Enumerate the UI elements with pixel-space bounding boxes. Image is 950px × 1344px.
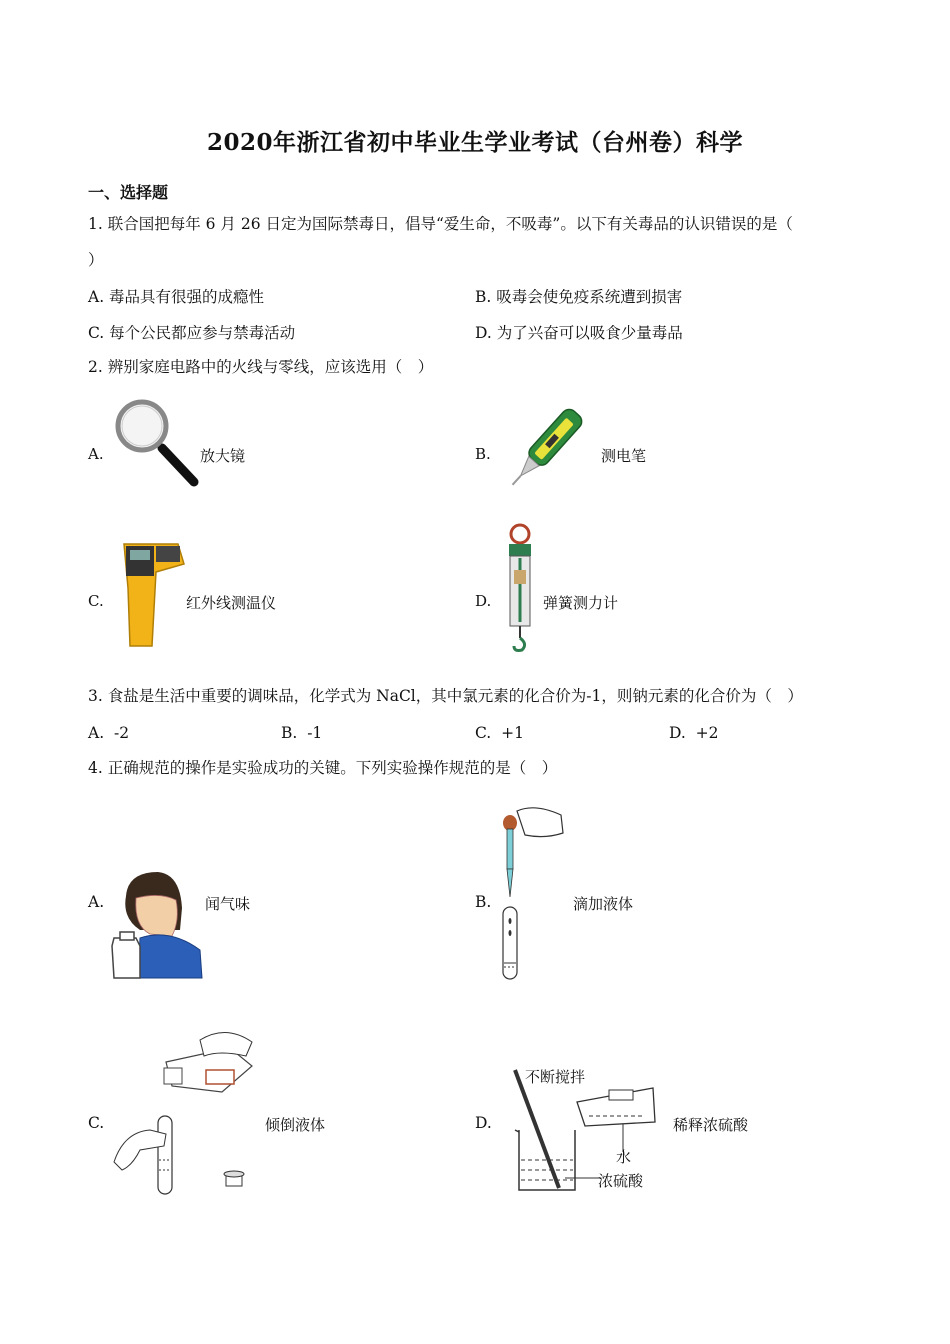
section-heading: 一、选择题	[88, 183, 169, 202]
q2-option-c-label: 红外线测温仪	[186, 594, 277, 612]
q4-option-c-label: 倾倒液体	[265, 1116, 326, 1134]
infrared-thermometer-icon	[116, 538, 188, 656]
q3-option-d-value: +2	[695, 724, 719, 742]
question-1-stem-cont: ）	[88, 251, 104, 269]
q2-option-b-label: 测电笔	[601, 447, 647, 465]
q3-option-c-value: +1	[501, 724, 524, 742]
page-title: 2020年浙江省初中毕业生学业考试（台州卷）科学	[206, 129, 743, 156]
q3-option-c: C. +1	[475, 724, 524, 742]
question-3-stem: 3. 食盐是生活中重要的调味品，化学式为 NaCl，其中氯元素的化合价为-1，则钠元素的化合价为（ ）	[88, 687, 803, 705]
test-pen-icon	[505, 392, 600, 490]
q2-option-a-letter: A.	[88, 445, 104, 463]
q3-option-b: B. -1	[281, 724, 323, 742]
q2-option-d-letter: D.	[475, 592, 492, 610]
spring-scale-icon	[500, 522, 540, 654]
q1-option-b: B. 吸毒会使免疫系统遭到损害	[475, 288, 683, 306]
q4-option-d-label: 稀释浓硫酸	[673, 1116, 749, 1134]
q4-option-b-label: 滴加液体	[573, 895, 634, 913]
q3-option-a-value: -2	[113, 724, 130, 742]
question-4-stem: 4. 正确规范的操作是实验成功的关键。下列实验操作规范的是（ ）	[88, 759, 558, 777]
q4-option-b-letter: B.	[475, 893, 492, 911]
question-1-stem: 1. 联合国把每年 6 月 26 日定为国际禁毒日，倡导“爱生命，不吸毒”。以下有关毒品的认识错误的是（	[88, 215, 793, 233]
q1-option-c: C. 每个公民都应参与禁毒活动	[88, 324, 296, 342]
q2-option-c-letter: C.	[88, 592, 104, 610]
q4-option-d-letter: D.	[475, 1114, 492, 1132]
label-concentrated-acid: 浓硫酸	[598, 1172, 644, 1190]
q2-option-a-label: 放大镜	[200, 447, 246, 465]
q4-option-a-letter: A.	[88, 893, 105, 911]
q1-option-a: A. 毒品具有很强的成瘾性	[88, 288, 265, 306]
smell-gas-figure	[110, 868, 205, 980]
dropper-figure	[495, 805, 570, 985]
label-stir: 不断搅拌	[525, 1068, 586, 1086]
q2-option-d-label: 弹簧测力计	[543, 594, 619, 612]
q3-option-d: D. +2	[669, 724, 719, 742]
q4-option-a-label: 闻气味	[205, 895, 251, 913]
question-2-stem: 2. 辨别家庭电路中的火线与零线，应该选用（ ）	[88, 358, 434, 376]
q3-option-a: A. -2	[88, 724, 130, 742]
q1-option-d: D. 为了兴奋可以吸食少量毒品	[475, 324, 683, 342]
q2-option-b-letter: B.	[475, 445, 491, 463]
q4-option-c-letter: C.	[88, 1114, 105, 1132]
label-water: 水	[616, 1148, 632, 1166]
q3-option-b-value: -1	[307, 724, 323, 742]
magnifier-icon	[112, 398, 202, 488]
pour-liquid-figure	[110, 1020, 260, 1198]
